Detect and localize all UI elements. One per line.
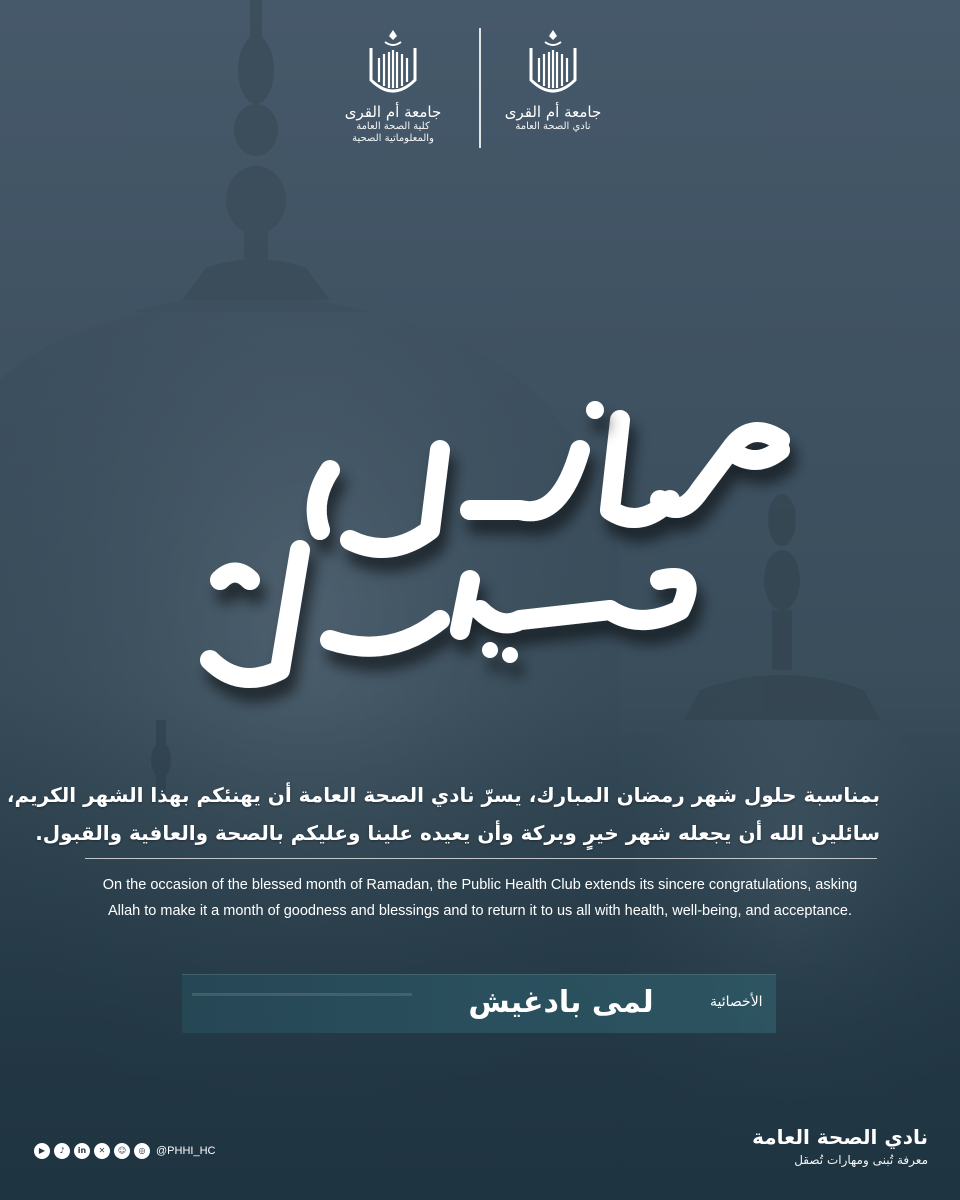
social-links (34, 1141, 215, 1161)
university-emblem-icon (363, 28, 423, 100)
college-logo-faculty-line1: كلية الصحة العامة (356, 121, 430, 132)
club-logo (478, 28, 628, 158)
footer-slogan: معرفة تُبنى ومهارات تُصقل (794, 1153, 928, 1167)
arabic-message-line1: بمناسبة حلول شهر رمضان المبارك، يسرّ نادي الصحة العامة أن يهنئكم بهذا الشهر الكريم، (6, 783, 880, 807)
college-logo (318, 28, 468, 158)
college-logo-faculty-line2: والمعلوماتية الصحية (352, 133, 434, 144)
youtube-icon[interactable]: ▶ (34, 1143, 50, 1159)
linkedin-icon[interactable]: in (74, 1143, 90, 1159)
english-message-line2: Allah to make it a month of goodness and blessings and to return it to us all with health, well-being, and acceptance. (108, 903, 852, 919)
college-logo-university: جامعة أم القرى (344, 103, 442, 121)
club-footer (752, 1124, 928, 1170)
club-logo-university: جامعة أم القرى (504, 103, 602, 121)
english-greeting-message (60, 872, 900, 924)
tiktok-icon[interactable]: ♪ (54, 1143, 70, 1159)
club-logo-club-name: نادي الصحة العامة (515, 121, 591, 132)
ramadan-mubarak-calligraphy (140, 380, 820, 720)
university-emblem-icon (523, 28, 583, 100)
x-icon[interactable]: ✕ (94, 1143, 110, 1159)
arabic-greeting-message (6, 776, 880, 852)
footer-club-name: نادي الصحة العامة (752, 1125, 928, 1149)
snapchat-icon[interactable]: ☺ (114, 1143, 130, 1159)
instagram-icon[interactable]: ◎ (134, 1143, 150, 1159)
signature-bar (182, 974, 776, 1033)
signature-name: لمى بادغيش (468, 985, 654, 1020)
arabic-message-line2: سائلين الله أن يجعله شهر خيرٍ وبركة وأن يعيده علينا وعليكم بالصحة والعافية والقبول. (35, 821, 880, 845)
message-divider (85, 858, 877, 859)
english-message-line1: On the occasion of the blessed month of Ramadan, the Public Health Club extends its sincere congratulations, asking (102, 877, 858, 893)
signature-bar-accent (192, 993, 412, 996)
social-handle[interactable]: @PHHI_HC (156, 1145, 216, 1157)
signature-title: الأخصائية (710, 994, 763, 1010)
